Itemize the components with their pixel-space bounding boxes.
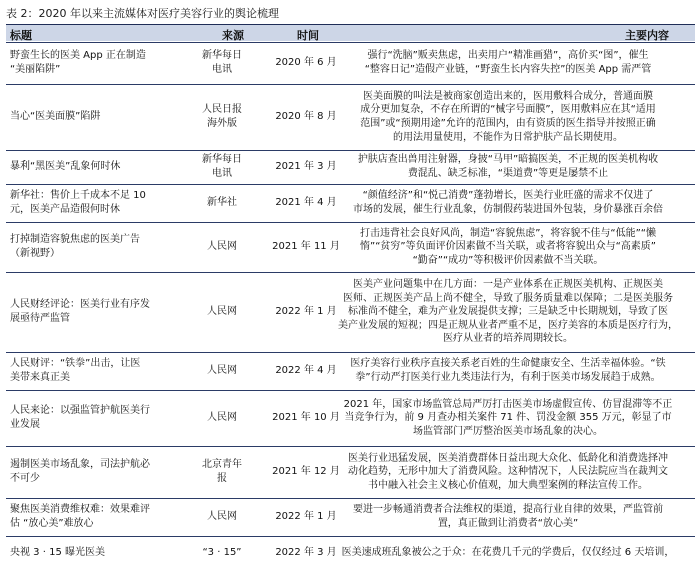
title-line: 元，医美产品造假何时休: [10, 203, 120, 215]
date-line: 2022 年 1 月: [275, 306, 337, 318]
header-content: 主要内容: [625, 29, 669, 42]
row-3-title: [10, 160, 178, 174]
content-line: 场监管部门严厉整治医美市场乱象的决心。: [413, 425, 603, 437]
title-line: 央视 3 · 15 曝光医美: [10, 547, 105, 559]
row-divider: [6, 536, 695, 537]
content-line: 拳”行动严打医美行业九类违法行为，有利于医美市场发展趋于成熟。: [355, 371, 661, 383]
row-divider: [6, 84, 695, 85]
title-line: （新视野）: [10, 247, 60, 259]
date-line: 2020 年 8 月: [275, 111, 337, 123]
row-divider: [6, 150, 695, 151]
row-divider: [6, 42, 695, 43]
content-line: 医美速成班乱象被公之于众：在花费几千元的学费后，仅仅经过 6 天培训，: [341, 547, 675, 559]
header-date: 时间: [297, 29, 319, 42]
title-line: 暴利“黑医美”乱象何时休: [10, 161, 121, 173]
content-line: 范围”或“预期用途”允许的范围内，由有资质的医生指导并按照正确: [360, 117, 656, 129]
table-caption: 表 2：2020 年以来主流媒体对医疗美容行业的舆论梳理: [6, 7, 279, 20]
date-line: 2021 年 3 月: [275, 161, 337, 173]
row-7-source: [194, 364, 250, 378]
row-4-title: [10, 189, 178, 216]
content-line: 2021 年，国家市场监管总局严厉打击医美市场虚假宣传、仿冒混滞等不正: [343, 398, 673, 410]
date-line: 2021 年 4 月: [275, 197, 337, 209]
row-8-title: [10, 404, 178, 431]
source-line: 报: [217, 472, 227, 484]
date-line: 2022 年 4 月: [275, 365, 337, 377]
content-line: 要进一步畅通消费者合法维权的渠道，提高行业自律的效果，严监管前: [353, 504, 663, 516]
title-line: 聚焦医美消费维权难：效果难评: [10, 504, 150, 516]
row-11-content: [325, 546, 691, 560]
content-line: 医师、正规医美产品上尚不健全，导致了服务质量难以保障；二是医美服务: [343, 292, 673, 304]
row-1-content: [325, 49, 691, 76]
header-source: 来源: [222, 29, 244, 42]
content-line: 成分更加复杂，不存在所谓的“械字号面膜”，医用敷料应在其“适用: [360, 104, 656, 116]
content-line: 医美面膜的叫法是被商家创造出来的，医用敷料合成分，普通面膜: [363, 90, 653, 102]
row-5-content: [325, 227, 691, 268]
content-line: 美产业发展的短视；四是正规从业者严重不足，医疗美容的本质是医疗行为，: [338, 319, 678, 331]
title-line: 美带来真正美: [10, 371, 70, 383]
row-1-source: [194, 49, 250, 76]
content-line: 护肤店查出兽用注射器，身披“马甲”暗搞医美，不正规的医美机构收: [357, 154, 659, 166]
date-line: 2022 年 3 月: [275, 547, 337, 559]
row-divider: [6, 222, 695, 223]
source-line: 人民网: [207, 511, 237, 523]
date-line: 2021 年 12 月: [272, 466, 340, 478]
row-divider: [6, 498, 695, 499]
row-6-content: [325, 278, 691, 346]
content-line: “勤奋”“成功”等积极评价因素做不当关联。: [412, 254, 604, 266]
row-1-title: [10, 49, 178, 76]
row-3-source: [194, 153, 250, 180]
row-6-title: [10, 298, 178, 325]
row-9-source: [194, 458, 250, 485]
row-9-title: [10, 458, 178, 485]
table-header-row: [6, 25, 695, 41]
title-line: 业发展: [10, 418, 40, 430]
content-line: 的用法用量使用，不能作为日常护肤产品长期使用。: [393, 131, 623, 143]
title-line: “美丽陷阱”: [10, 63, 61, 75]
content-line: “颜值经济”和“悦己消费”蓬勃增长，医美行业旺盛的需求不仅进了: [362, 190, 654, 202]
source-line: 新华每日: [202, 50, 242, 62]
title-line: 人民来论：以强监管护航医美行: [10, 405, 150, 417]
row-8-content: [325, 398, 691, 439]
content-line: 费混乱、缺乏标准，“渠道费”等更是屡禁不止: [407, 167, 609, 179]
title-line: 不可少: [10, 472, 40, 484]
title-line: 展亟待严监管: [10, 312, 70, 324]
row-10-title: [10, 503, 178, 530]
row-divider: [6, 446, 695, 447]
row-9-content: [325, 452, 691, 493]
content-line: 医美产业问题集中在几方面：一是产业体系在正规医美机构、正规医美: [353, 279, 663, 290]
date-line: 2021 年 11 月: [272, 241, 340, 253]
source-line: 电讯: [212, 63, 232, 75]
content-line: 医疗从业者的培养周期较长。: [443, 333, 573, 345]
row-4-content: [325, 189, 691, 216]
row-2-source: [194, 103, 250, 130]
source-line: 人民网: [207, 365, 237, 377]
row-5-source: [194, 240, 250, 254]
row-8-source: [194, 411, 250, 425]
content-line: 市场的发展，催生行业乱象，仿制假药装进国外包装，身价暴涨百余倍: [353, 203, 663, 215]
title-line: 野蛮生长的医美 App 正在制造: [10, 50, 146, 62]
row-11-title: [10, 546, 178, 560]
content-line: 惰”“贫穷”等负面评价因素做不当关联，或者将容貌出众与“高素质”: [360, 241, 656, 253]
title-line: 新华社：售价上千成本不足 10: [10, 190, 146, 202]
source-line: “3 · 15”: [202, 547, 242, 559]
content-line: 打击违背社会良好风尚，制造“容貌焦虑”，将容貌不佳与“低能”“懒: [360, 227, 656, 239]
source-line: 海外版: [207, 117, 237, 129]
content-line: 书中融入社会主义核心价值观，加大典型案例的释法宣传工作。: [368, 479, 648, 491]
row-divider: [6, 272, 695, 273]
row-divider: [6, 390, 695, 391]
content-line: 医疗美容行业秩序直接关系老百姓的生命健康安全、生活幸福体验。“铁: [350, 358, 666, 370]
source-line: 新华每日: [202, 154, 242, 166]
row-10-content: [325, 503, 691, 530]
row-2-content: [325, 90, 691, 144]
row-10-source: [194, 510, 250, 524]
content-line: 医美行业迅猛发展，医美消费群体日益出现大众化、低龄化和消费选择冲: [348, 452, 668, 464]
content-line: 动化趋势，无形中加大了消费风险。这种情况下，人民法院应当在裁判文: [348, 466, 668, 478]
row-11-source: [194, 546, 250, 560]
date-line: 2020 年 6 月: [275, 57, 337, 69]
content-line: 强行“洗脑”贩卖焦虑，出卖用户“精准画猎”，高价买“图”，催生: [367, 50, 649, 62]
source-line: 人民日报: [202, 104, 242, 116]
header-title: 标题: [10, 29, 32, 42]
title-line: 人民财评：“铁拳”出击，让医: [10, 358, 141, 370]
source-line: 北京青年: [202, 459, 242, 471]
source-line: 新华社: [207, 197, 237, 209]
row-6-source: [194, 305, 250, 319]
title-line: 遏制医美市场乱象，司法护航必: [10, 459, 150, 471]
row-5-title: [10, 233, 178, 260]
content-line: 当竞争行为，前 9 月查办相关案件 71 件、罚没金额 355 万元，彰显了市: [344, 412, 672, 424]
row-divider: [6, 184, 695, 185]
row-3-content: [325, 153, 691, 180]
title-line: 估 “放心美”难放心: [10, 517, 94, 529]
date-line: 2022 年 1 月: [275, 511, 337, 523]
title-line: 打掉制造容貌焦虑的医美广告: [10, 234, 140, 246]
row-4-source: [194, 196, 250, 210]
source-line: 人民网: [207, 306, 237, 318]
row-7-title: [10, 357, 178, 384]
row-7-content: [325, 357, 691, 384]
source-line: 人民网: [207, 241, 237, 253]
content-line: 置，真正做到让消费者“放心美”: [437, 517, 579, 529]
source-line: 人民网: [207, 412, 237, 424]
content-line: “整容日记”造假产业链，“野蛮生长内容失控”的医美 App 需严管: [364, 63, 652, 75]
row-2-title: [10, 110, 178, 124]
row-divider: [6, 352, 695, 353]
title-line: 人民财经评论：医美行业有序发: [10, 299, 150, 311]
title-line: 当心“医美面膜”陷阱: [10, 111, 101, 123]
source-line: 电讯: [212, 167, 232, 179]
date-line: 2021 年 10 月: [272, 412, 340, 424]
content-line: 标准尚不健全，难为产业发展提供支撑；三是缺乏中长期规划，导致了医: [348, 306, 668, 318]
